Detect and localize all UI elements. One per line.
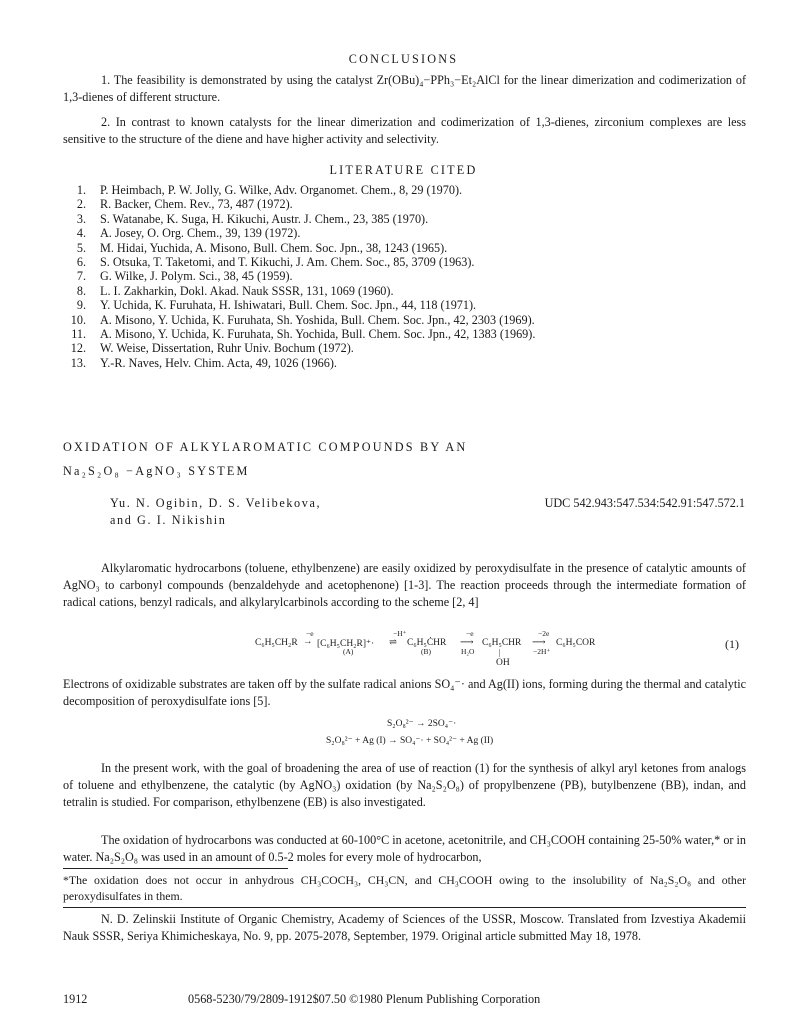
reference-text: S. Otsuka, T. Taketomi, and T. Kikuchi, J. Am. Chem. Soc., 85, 3709 (1963).: [100, 255, 475, 269]
reference-number: 10.: [70, 312, 86, 327]
arrow-3: ⟶: [460, 638, 474, 648]
reference-text: Y. Uchida, K. Furuhata, H. Ishiwatari, Bull. Chem. Soc. Jpn., 44, 118 (1971).: [100, 298, 477, 313]
reference-text: Y.-R. Naves, Helv. Chim. Acta, 49, 1026 (1966).: [100, 355, 337, 370]
arrow-4: ⟶: [532, 638, 546, 648]
reference-text: L. I. Zakharkin, Dokl. Akad. Nauk SSSR, 131, 1069 (1960).: [100, 283, 394, 298]
scheme-reactant: C₆H₅CH₂R: [255, 638, 298, 648]
udc-code: UDC 542.943:547.534:542.91:547.572.1: [544, 496, 745, 510]
reference-item: [63, 197, 746, 212]
literature-heading: LITERATURE CITED: [329, 163, 478, 177]
footnote-rule: [63, 868, 288, 869]
affiliation-note: N. D. Zelinskii Institute of Organic Chemistry, Academy of Sciences of the USSR, Moscow. Translated from Izvestiya Akademii Nauk SSSR, Seriya Khimicheskaya, No. 9, pp. 2075-2078, September, 1979. Original article submitted May 18, 1978.: [63, 912, 746, 943]
reference-text: G. Wilke, J. Polym. Sci., 38, 45 (1959).: [100, 269, 293, 284]
conclusion-item-2: 2. In contrast to known catalysts for the linear dimerization and codimerization of 1,3-dienes, zirconium complexes are less sensitive to the structure of the diene and have higher activity and selectivity.: [63, 115, 746, 146]
reference-text: A. Josey, O. Org. Chem., 39, 139 (1972).: [100, 226, 301, 241]
scheme-radical: C₆H₅ĊHR: [407, 638, 447, 648]
reference-number: 7.: [76, 269, 86, 284]
reference-number: 8.: [76, 283, 86, 298]
copyright-line: 0568-5230/79/2809-1912$07.50 ©1980 Plenum Publishing Corporation: [188, 992, 541, 1006]
reference-item: [63, 327, 746, 342]
label-a: (A): [343, 647, 354, 656]
reference-item: [63, 341, 746, 356]
reference-text: W. Weise, Dissertation, Ruhr Univ. Bochum (1972).: [100, 341, 354, 356]
reference-item: [63, 269, 746, 284]
bond-line: |: [499, 648, 501, 657]
reference-text: A. Misono, Y. Uchida, K. Furuhata, Sh. Yochida, Bull. Chem. Soc. Jpn., 42, 1383 (1969).: [100, 327, 536, 341]
label-b: (B): [421, 647, 431, 656]
page-number: 1912: [63, 992, 88, 1006]
conclusions-heading: CONCLUSIONS: [348, 52, 459, 66]
authors-line-1: Yu. N. Ogibin, D. S. Velibekova,: [110, 496, 322, 510]
arrow-2: ⇌: [389, 638, 397, 648]
article-title-line-1: OXIDATION OF ALKYLAROMATIC COMPOUNDS BY AN: [63, 440, 468, 454]
reference-item: [63, 226, 746, 241]
reaction-scheme: [0, 629, 807, 672]
reference-item: [63, 212, 746, 227]
reference-item: [63, 298, 746, 313]
decomposition-equation-2: S₂O₈²⁻ + Ag (I) → SO₄⁻· + SO₄²⁻ + Ag (II): [326, 736, 494, 746]
arrow-1: →: [303, 637, 313, 647]
present-work-paragraph: In the present work, with the goal of broadening the area of use of reaction (1) for the synthesis of alkyl aryl ketones from analogs of toluene and ethylbenzene, the catalytic (by AgNO₃) oxidation (by Na₂S₂O₈) of propylbenzene (PB), butylbenzene (BB), indan, and tetralin is studied. For comparison, ethylbenzene (EB) is also investigated.: [63, 761, 746, 809]
reference-number: 1.: [76, 183, 86, 197]
arrow-2-label: −H⁺: [393, 629, 407, 638]
oxidation-conditions-paragraph: The oxidation of hydrocarbons was conducted at 60-100°C in acetone, acetonitrile, and CH₃COOH containing 25-50% water,* or in water. Na₂S₂O₈ was used in an amount of 0.5-2 moles for every mole of hydrocarbon,: [63, 833, 746, 864]
scheme-product: C₆H₅COR: [556, 638, 596, 648]
conclusion-item-1: 1. The feasibility is demonstrated by using the catalyst Zr(OBu)₄−PPh₃−Et₂AlCl for the linear dimerization and codimerization of 1,3-dienes of different structure.: [63, 73, 746, 104]
scheme-cation: [C₆H₅CH₂R]⁺·: [317, 639, 375, 649]
reference-text: M. Hidai, Yuchida, A. Misono, Bull. Chem. Soc. Jpn., 38, 1243 (1965).: [100, 240, 448, 255]
reference-number: 13.: [70, 355, 86, 370]
arrow-3-label: −e: [466, 629, 474, 638]
intro-paragraph: Alkylaromatic hydrocarbons (toluene, ethylbenzene) are easily oxidized by peroxydisulfate in the presence of catalytic amounts of AgNO₃ to carbonyl compounds (benzaldehyde and acetophenone) [1-3]. The reaction proceeds through the intermediate formation of radical cations, benzyl radicals, and alkylarylcarbinols according to the scheme [2, 4]: [63, 561, 746, 609]
scheme-carbinol: C₆H₅CHR: [482, 638, 522, 648]
reference-number: 12.: [70, 341, 86, 356]
reference-number: 2.: [76, 197, 86, 212]
article-title-line-2: Na₂S₂O₈ −AgNO₃ SYSTEM: [63, 464, 250, 478]
reference-text: R. Backer, Chem. Rev., 73, 487 (1972).: [100, 197, 293, 212]
reference-number: 9.: [76, 298, 86, 313]
equation-number: (1): [725, 637, 739, 651]
reference-item: [63, 183, 746, 198]
affiliation-rule: [63, 907, 746, 908]
reference-item: [63, 284, 746, 299]
arrow-4-label: −2e: [538, 629, 550, 638]
arrow-1-label: −e: [306, 629, 314, 638]
electron-transfer-paragraph: Electrons of oxidizable substrates are taken off by the sulfate radical anions SO₄⁻· and Ag(II) ions, forming during the thermal and catalytic decomposition of peroxydisulfate ions [5].: [63, 677, 746, 708]
hydroxyl-group: OH: [496, 658, 510, 668]
reference-number: 4.: [76, 226, 86, 241]
reference-text: A. Misono, Y. Uchida, K. Furuhata, Sh. Yoshida, Bull. Chem. Soc. Jpn., 42, 2303 (1969).: [100, 312, 535, 327]
reference-number: 3.: [76, 211, 86, 226]
authors-line-2: and G. I. Nikishin: [110, 513, 227, 527]
reference-item: [63, 241, 746, 256]
reference-number: 5.: [76, 240, 86, 255]
reference-number: 11.: [71, 327, 86, 341]
arrow-3-sublabel: H₂O: [461, 647, 475, 656]
reference-item: [63, 356, 746, 371]
reference-text: P. Heimbach, P. W. Jolly, G. Wilke, Adv. Organomet. Chem., 8, 29 (1970).: [100, 183, 463, 197]
decomposition-equation-1: S₂O₈²⁻ → 2SO₄⁻·: [387, 719, 457, 729]
reference-item: [63, 313, 746, 328]
reference-text: S. Watanabe, K. Suga, H. Kikuchi, Austr. J. Chem., 23, 385 (1970).: [100, 211, 429, 226]
footnote: *The oxidation does not occur in anhydrous CH₃COCH₃, CH₃CN, and CH₃COOH owing to the insolubility of Na₂S₂O₈ and other peroxydisulfates in them.: [63, 873, 746, 903]
reference-number: 6.: [76, 255, 86, 269]
reference-item: [63, 255, 746, 270]
arrow-4-sublabel: −2H⁺: [533, 647, 551, 656]
